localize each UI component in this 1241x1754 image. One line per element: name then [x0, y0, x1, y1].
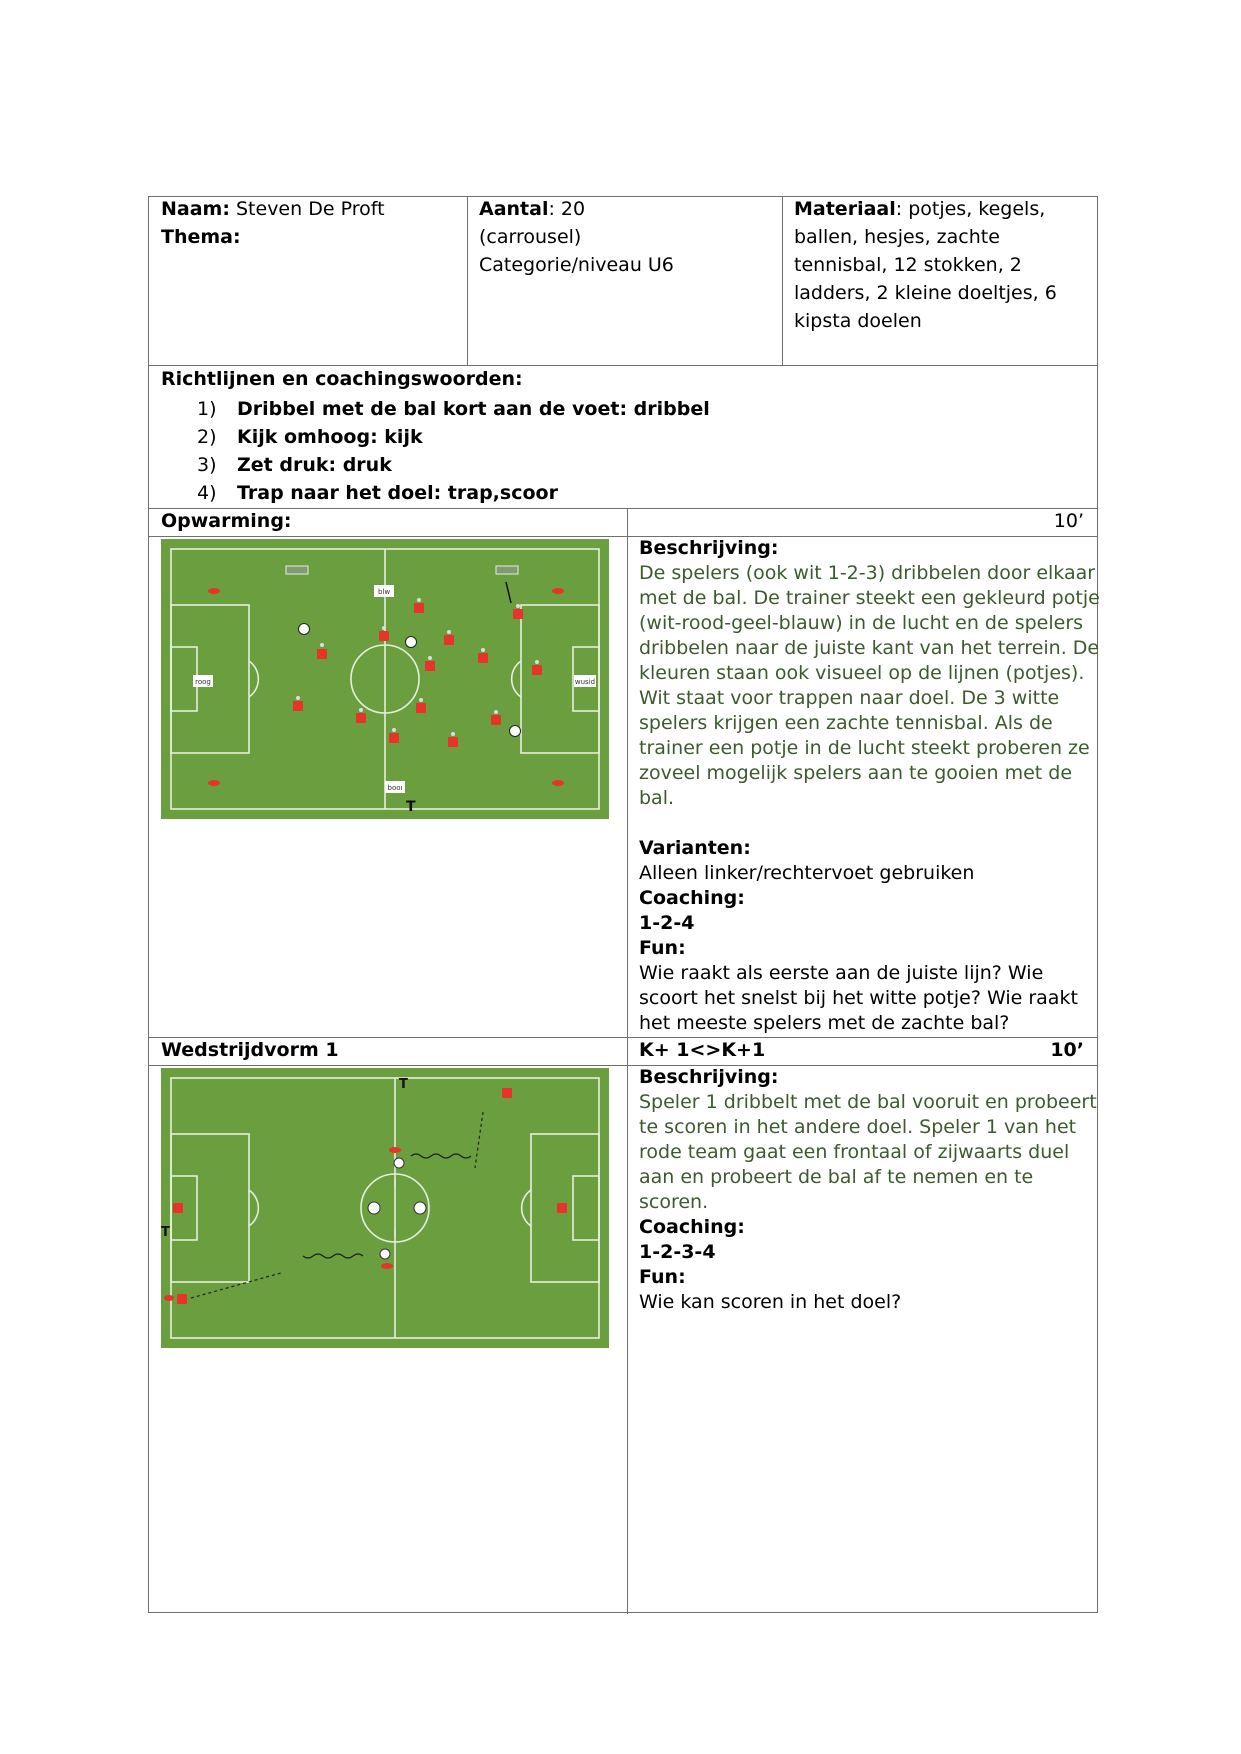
warmup-title: Opwarming: — [161, 510, 292, 532]
field-label-bottom: booı — [387, 784, 403, 792]
warmup-desc-line: zoveel mogelijk spelers aan te gooien met de — [639, 762, 1073, 784]
cell-divider — [467, 197, 468, 365]
warmup-field-diagram — [161, 539, 609, 819]
row-divider — [149, 536, 1097, 537]
match1-field-diagram — [161, 1068, 609, 1348]
trainer-icon: T — [399, 1077, 408, 1092]
match1-duration: 10’ — [1050, 1039, 1084, 1061]
warmup-desc-line: De spelers (ook wit 1-2-3) dribbelen door elkaar — [639, 562, 1096, 584]
match1-desc-line: te scoren in het andere doel. Speler 1 van het — [639, 1116, 1077, 1138]
match1-desc-line: aan en probeert de bal af te nemen en te — [639, 1166, 1034, 1188]
categorie: Categorie/niveau U6 — [479, 254, 674, 276]
match1-desc-line: scoren. — [639, 1191, 709, 1213]
warmup-fun-label: Fun: — [639, 937, 686, 959]
stick — [394, 1178, 396, 1188]
warmup-desc-line: bal. — [639, 787, 675, 809]
cell-divider — [782, 197, 783, 365]
warmup-desc-line: spelers krijgen een zachte tennisbal. Als de — [639, 712, 1053, 734]
warmup-coaching-label: Coaching: — [639, 887, 745, 909]
pitch — [161, 1068, 609, 1348]
materiaal-line-2: ballen, hesjes, zachte — [794, 226, 1000, 248]
thema-label: Thema: — [161, 226, 241, 248]
lesson-plan-table: Naam: Steven De Proft Thema: Aantal: 20 (carrousel) Categorie/niveau U6 Materiaal: potjes, kegels, ballen, hesjes, zachte tennisbal, 12 stokken, 2 ladders, 2 kleine doeltjes, 6 kipsta doelen Richtlijnen en coachingswoorden: 1) Dribbel met de bal kort aan de voet: dribbel 2) Kijk omhoog: kijk 3) Zet druk: druk 4) Trap naar het doel: trap,scoor Opwarming: 10’ blw roog wusid booı T Beschrijving: De spelers (ook wit 1-2-3) dribbelen door elkaar met de bal. De trainer steekt een gekleurd potje (wit-rood-geel-blauw) in de lucht en de spelers dribbelen naar de juiste kant van het terrein. De kleuren staan ook visueel op de lijnen (potjes). Wit staat voor trappen naar doel. De 3 witte spelers krijgen een zachte tennisbal. Als de trainer een potje in de lucht steekt proberen ze zoveel mogelijk spelers aan te gooien met de bal. Varianten: Alleen linker/rechtervoet gebruiken Coaching: 1-2-4 Fun: Wie raakt als eerste aan de juiste lijn? Wie scoort het snelst bij het witte potje? Wie raakt het meeste spelers met de zachte bal? Wedstrijdvorm 1 K+ 1<>K+1 10’ T T Beschrijving: Speler 1 dribbelt met de bal vooruit en probeert te scoren in het andere doel. Speler 1 van het rode team gaat een frontaal of zijwaarts duel aan en probeert de bal af te nemen en te scoren. Coaching: 1-2-3-4 Fun: Wie kan scoren in het doel? — [148, 196, 1098, 1613]
stick — [394, 1228, 396, 1238]
guidelines-title: Richtlijnen en coachingswoorden: — [161, 368, 523, 390]
warmup-fun-line: het meeste spelers met de zachte bal? — [639, 1012, 1010, 1034]
match1-form: K+ 1<>K+1 — [639, 1039, 766, 1061]
row-divider — [149, 1065, 1097, 1066]
trainer-icon: T — [406, 799, 416, 815]
small-goal — [286, 566, 308, 574]
match1-desc-line: rode team gaat een frontaal of zijwaarts duel — [639, 1141, 1070, 1163]
warmup-coaching-text: 1-2-4 — [639, 912, 695, 934]
materiaal-line-4: ladders, 2 kleine doeltjes, 6 — [794, 282, 1057, 304]
warmup-desc-line: met de bal. De trainer steekt een gekleurd potje — [639, 587, 1100, 609]
match1-fun-text: Wie kan scoren in het doel? — [639, 1291, 902, 1313]
naam-line: Naam: Steven De Proft — [161, 198, 385, 220]
row-divider — [149, 365, 1097, 366]
field-label-right: wusid — [574, 678, 596, 686]
match1-coaching-text: 1-2-3-4 — [639, 1241, 716, 1263]
warmup-desc-label: Beschrijving: — [639, 537, 779, 559]
warmup-fun-line: Wie raakt als eerste aan de juiste lijn? Wie — [639, 962, 1044, 984]
materiaal-line-1: Materiaal: potjes, kegels, — [794, 198, 1046, 220]
aantal-line2: (carrousel) — [479, 226, 582, 248]
warmup-duration: 10’ — [1053, 510, 1084, 532]
small-goal — [496, 566, 518, 574]
warmup-desc-line: (wit-rood-geel-blauw) in de lucht en de spelers — [639, 612, 1084, 634]
trainer-icon: T — [161, 1225, 170, 1240]
match1-title: Wedstrijdvorm 1 — [161, 1039, 339, 1061]
match1-coaching-label: Coaching: — [639, 1216, 745, 1238]
materiaal-line-3: tennisbal, 12 stokken, 2 — [794, 254, 1022, 276]
warmup-desc-line: dribbelen naar de juiste kant van het terrein. De — [639, 637, 1100, 659]
warmup-desc-line: Wit staat voor trappen naar doel. De 3 witte — [639, 687, 1060, 709]
match1-desc-line: Speler 1 dribbelt met de bal vooruit en probeert — [639, 1091, 1097, 1113]
field-label-left: roog — [195, 678, 211, 686]
warmup-fun-line: scoort het snelst bij het witte potje? Wie raakt — [639, 987, 1078, 1009]
materiaal-line-5: kipsta doelen — [794, 310, 922, 332]
warmup-desc-line: kleuren staan ook visueel op de lijnen (potjes). — [639, 662, 1085, 684]
match1-desc-label: Beschrijving: — [639, 1066, 779, 1088]
warmup-variants-text: Alleen linker/rechtervoet gebruiken — [639, 862, 975, 884]
match1-fun-label: Fun: — [639, 1266, 686, 1288]
warmup-variants-label: Varianten: — [639, 837, 751, 859]
aantal-line: Aantal: 20 — [479, 198, 586, 220]
field-label-top: blw — [377, 588, 391, 596]
column-divider — [627, 508, 628, 1614]
warmup-desc-line: trainer een potje in de lucht steekt proberen ze — [639, 737, 1090, 759]
